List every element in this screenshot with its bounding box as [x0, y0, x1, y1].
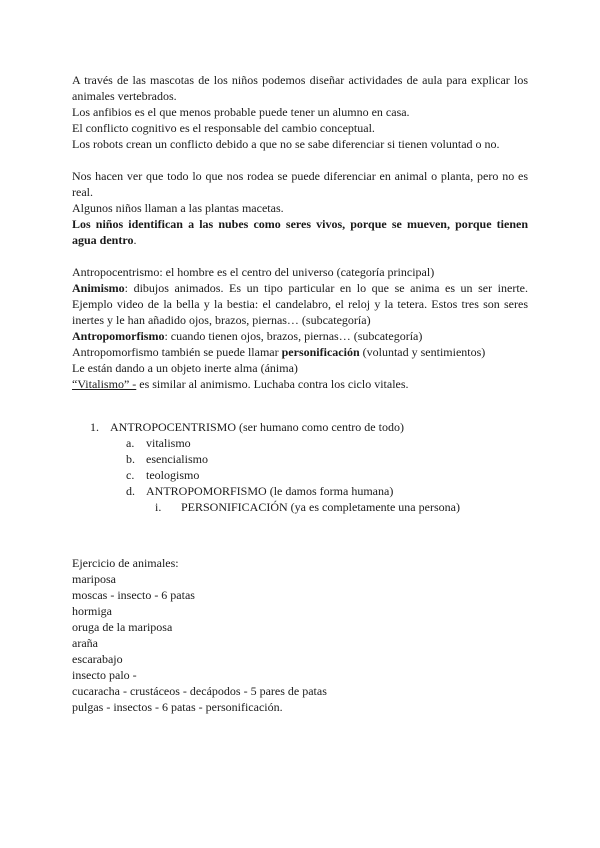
exercise-line: cucaracha - crustáceos - decápodos - 5 pares de patas: [72, 684, 327, 698]
outline-sub-text: esencialismo: [146, 452, 208, 466]
vitalismo-line: [72, 376, 528, 392]
vitalismo-definition: es similar al animismo. Luchaba contra los ciclo vitales.: [136, 377, 409, 391]
outline-sub-b: [126, 451, 208, 467]
outline-sub-marker: c.: [126, 468, 135, 482]
outline-subsub-i: [155, 499, 460, 515]
exercise-line: escarabajo: [72, 652, 123, 666]
outline-sub-text: ANTROPOMORFISMO (le damos forma humana): [146, 484, 394, 498]
outline-sub-marker: b.: [126, 452, 135, 466]
intro-line-3: El conflicto cognitivo es el responsable del cambio conceptual.: [72, 121, 375, 135]
personificacion-line: [72, 344, 528, 360]
animal-exercise: [72, 555, 528, 715]
antropomorfismo-definition: : cuando tienen ojos, brazos, piernas… (subcategoría): [164, 329, 423, 343]
outline-subsub-marker: i.: [155, 500, 162, 514]
intro-line-4: Los robots crean un conflicto debido a que no se sabe diferenciar si tienen voluntad o no.: [72, 137, 500, 151]
outline-sub-marker: d.: [126, 484, 135, 498]
intro-paragraph: [72, 72, 528, 152]
clouds-statement-period: .: [133, 233, 137, 247]
exercise-line: pulgas - insectos - 6 patas - personificación.: [72, 700, 283, 714]
vitalismo-term: “Vitalismo” -: [72, 377, 137, 391]
exercise-line: araña: [72, 636, 98, 650]
exercise-line: moscas - insecto - 6 patas: [72, 588, 195, 602]
antropomorfismo-line: [72, 328, 528, 344]
outline-number: 1.: [90, 420, 99, 434]
intro-line-2: Los anfibios es el que menos probable puede tener un alumno en casa.: [72, 105, 410, 119]
outline-sub-text: teologismo: [146, 468, 200, 482]
outline-subsub-text: PERSONIFICACIÓN (ya es completamente una persona): [181, 500, 460, 514]
outline-sub-d: [126, 483, 393, 499]
outline-sub-marker: a.: [126, 436, 135, 450]
observation-line-2: Algunos niños llaman a las plantas macetas.: [72, 201, 284, 215]
antropocentrismo-line: Antropocentrismo: el hombre es el centro del universo (categoría principal): [72, 265, 435, 279]
animismo-definition: : dibujos animados. Es un tipo particular en lo que se anima es un ser inerte. Ejemplo video de la bella y la bestia: el candelabro, el reloj y la tetera. Estos tres son seres inertes y le han añadido ojos, brazos, piernas… (subcategoría): [72, 281, 528, 327]
animismo-line: [72, 280, 528, 328]
animismo-term: Animismo: [72, 281, 125, 295]
observation-bold-line: [72, 216, 528, 248]
observation-line-1: Nos hacen ver que todo lo que nos rodea se puede diferenciar en animal o planta, pero no es real.: [72, 169, 528, 199]
clouds-statement: Los niños identifican a las nubes como seres vivos, porque se mueven, porque tienen agua dentro: [72, 217, 528, 247]
outline-sub-text: vitalismo: [146, 436, 191, 450]
antropomorfismo-term: Antropomorfismo: [72, 329, 165, 343]
outline-sub-a: [126, 435, 191, 451]
intro-line-1: A través de las mascotas de los niños podemos diseñar actividades de aula para explicar los animales vertebrados.: [72, 73, 528, 103]
alma-line: Le están dando a un objeto inerte alma (ánima): [72, 361, 298, 375]
exercise-line: hormiga: [72, 604, 112, 618]
outline-item-1-text: ANTROPOCENTRISMO (ser humano como centro de todo): [110, 420, 404, 434]
outline-sub-c: [126, 467, 199, 483]
exercise-line: mariposa: [72, 572, 116, 586]
exercise-line: insecto palo -: [72, 668, 137, 682]
personificacion-term: personificación: [281, 345, 360, 359]
personificacion-suffix: (voluntad y sentimientos): [359, 345, 486, 359]
observation-paragraph: [72, 168, 528, 248]
exercise-title: Ejercicio de animales:: [72, 556, 179, 570]
outline-item-1: [90, 419, 404, 435]
personificacion-prefix: Antropomorfismo también se puede llamar: [72, 345, 282, 359]
concepts-paragraph: [72, 264, 528, 392]
exercise-line: oruga de la mariposa: [72, 620, 173, 634]
